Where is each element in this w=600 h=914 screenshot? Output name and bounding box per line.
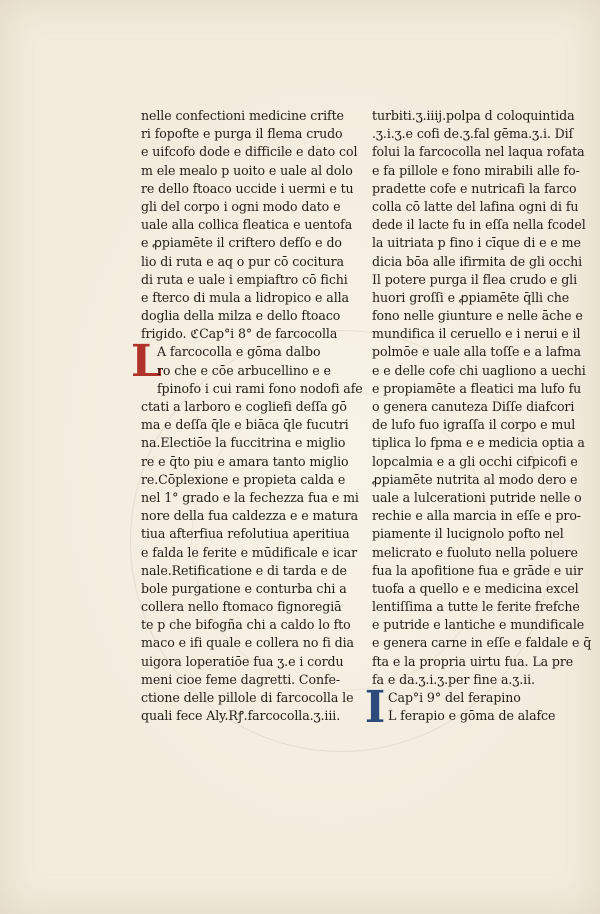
text-line: .ʒ.i.ʒ.e cofi de.ʒ.fal gēma.ʒ.i. Diſ: [372, 126, 574, 142]
text-line: lopcalmia e a gli occhi cifpicofi e: [372, 453, 578, 469]
text-line: ꝓpiamēte nutrita al modo dero e: [372, 471, 578, 487]
text-line: quali fece Aly.Rꝭ.farcocolla.ʒ.iii.: [141, 708, 341, 724]
text-line: colla cō latte del lafina ogni di fu: [372, 198, 579, 214]
text-line: re.Cōplexione e propieta calda e: [141, 471, 346, 487]
text-line: dicia bōa alle ifirmita de gli occhi: [372, 253, 583, 269]
text-line: e ꝓpiamēte il criftero defſo e do: [141, 235, 342, 251]
text-line: re dello ftoaco uccide i uermi e tu: [141, 180, 354, 196]
text-line: na.Electiōe la fuccitrina e miglio: [141, 435, 346, 451]
text-line: tiua afterfiua refolutiua aperitiua: [141, 526, 350, 542]
text-line: ri fopofte e purga il flema crudo: [141, 126, 343, 142]
text-line: collera nello ftomaco fignoregiā: [141, 599, 342, 615]
right-text-column: [364, 107, 594, 733]
text-line: uale alla collica fleatica e uentofa: [141, 217, 353, 233]
left-lines-after-initial: [141, 380, 363, 726]
text-line: fa e da.ʒ.i.ʒ.per fine a.ʒ.ii.: [372, 671, 535, 687]
text-line: ma e deſſa q̄le e biāca q̄le fucutri: [141, 417, 349, 433]
text-line: Il potere purga il flea crudo e gli: [372, 271, 578, 287]
text-line: e propiamēte a fleatici ma lufo fu: [372, 380, 582, 396]
text-line: e putride e lantiche e mundificale: [372, 617, 585, 633]
text-line: huori groſſi e ꝓpiamēte q̄lli che: [372, 289, 570, 305]
right-lines-before-initial: [372, 107, 594, 689]
text-line: nale.Retificatione e di tarda e de: [141, 562, 347, 578]
text-line: dede il lacte fu in eſſa nella fcodel: [372, 217, 586, 233]
text-line: e fa pillole e fono mirabili alle fo-: [372, 162, 580, 178]
text-line: rechie e alla marcia in eſſe e pro-: [372, 508, 581, 524]
right-initial-lines: [372, 689, 594, 725]
text-line: turbiti.ʒ.iiij.polpa d coloquintida: [372, 108, 575, 123]
text-line: A farcocolla e gōma dalbo: [157, 344, 321, 360]
text-line: frigido. ℭCap°i 8° de farcocolla: [141, 326, 338, 342]
text-line: folui la farcocolla nel laqua rofata: [372, 144, 585, 160]
text-line: la uitriata p fino i cīque di e e me: [372, 235, 581, 251]
text-line: e genera carne in eſſe e faldale e q̄: [372, 635, 592, 651]
text-line: de lufo fuo igraſſa il corpo e mul: [372, 417, 576, 433]
text-line: meni cioe feme dagretti. Confe-: [141, 671, 341, 687]
text-line: e uifcofo dode e difficile e dato col: [141, 144, 358, 160]
text-line: nore della fua caldezza e e matura: [141, 508, 359, 524]
text-line: e falda le ferite e mūdificale e icar: [141, 544, 358, 560]
left-text-column: [131, 107, 363, 725]
text-line: o genera canuteza Diſſe diafcori: [372, 399, 575, 414]
text-line: tiplica lo fpma e e medicia optia a: [372, 435, 585, 451]
text-line: te p che bifogña chi a caldo lo fto: [141, 617, 351, 633]
text-line: polmōe e uale alla toſſe e a lafma: [372, 344, 581, 360]
text-line: ctione delle pillole di farcocolla le: [141, 690, 354, 705]
text-line: Cap°i 9° del ferapino: [388, 690, 521, 705]
text-line: lio di ruta e aq o pur cō cocitura: [141, 253, 344, 269]
text-line: fta e la propria uirtu fua. La pre: [372, 653, 574, 669]
text-line: e e delle cofe chi uagliono a uechi: [372, 362, 586, 378]
text-line: bole purgatione e conturba chi a: [141, 580, 347, 596]
text-line: m ele mealo p uoito e uale al dolo: [141, 162, 353, 178]
text-line: e fterco di mula a lidropico e alla: [141, 289, 349, 305]
text-line: lentiſſima a tutte le ferite frefche: [372, 599, 580, 615]
text-line: nel 1° grado e la fechezza fua e mi: [141, 489, 359, 505]
text-line: uale a lulcerationi putride nelle o: [372, 489, 582, 505]
text-line: melicrato e fuoluto nella poluere: [372, 544, 578, 560]
text-line: fpinofo i cui rami fono nodofi afe: [157, 380, 363, 396]
text-line: maco e ifi quale e collera no fi dia: [141, 635, 354, 651]
text-line: mundifica il ceruello e i nerui e il: [372, 326, 581, 342]
blue-initial-letter: I: [364, 682, 386, 733]
text-line: ctati a larboro e cogliefi deſſa gō: [141, 399, 347, 414]
text-line: gli del corpo i ogni modo dato e: [141, 198, 341, 214]
text-line: doglia della milza e dello ftoaco: [141, 308, 341, 324]
text-line: re e q̄to piu e amara tanto miglio: [141, 453, 349, 469]
left-lines-before-initial: [141, 107, 358, 343]
text-line: piamente il lucignolo pofto nel: [372, 526, 564, 542]
left-initial-lines: [141, 343, 353, 379]
text-line: fono nelle giunture e nelle āche e: [372, 308, 583, 324]
text-line: pradette cofe e nutricafi la farco: [372, 180, 577, 196]
text-line: fua la apofitione fua e grāde e uir: [372, 562, 583, 578]
text-line: nelle confectioni medicine crifte: [141, 108, 344, 123]
right-initial-block: [364, 682, 594, 733]
text-line: L ferapio e gōma de alafce: [388, 708, 556, 724]
text-line: uigora loperatiōe fua ʒ.e i cordu: [141, 653, 344, 669]
text-line: tuofa a quello e e medicina excel: [372, 580, 579, 596]
text-line: ro che e cōe arbucellino e e: [157, 362, 331, 378]
text-line: di ruta e uale i empiaftro cō fichi: [141, 271, 348, 287]
red-initial-letter: L: [131, 336, 162, 388]
left-initial-block: [131, 336, 353, 388]
